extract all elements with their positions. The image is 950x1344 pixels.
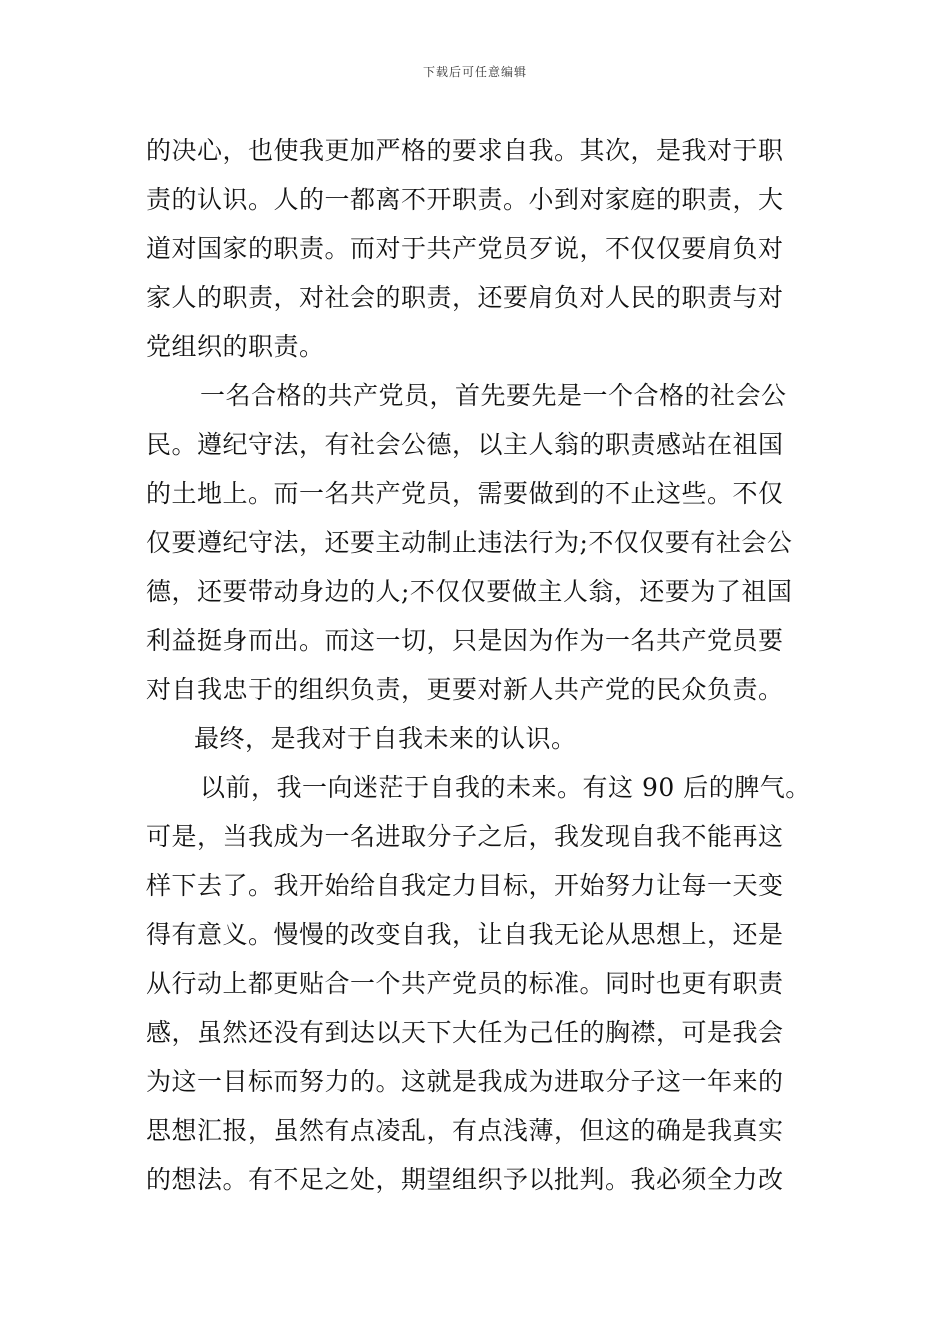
paragraph-start-line: 以前，我一向迷茫于自我的未来。有这 90 后的脾气。 [200, 773, 811, 802]
text-line: 可是，当我成为一名进取分子之后，我发现自我不能再这 [146, 822, 784, 851]
text-line: 为这一目标而努力的。这就是我成为进取分子这一年来的 [146, 1067, 784, 1096]
paragraph-start-line: 一名合格的共产党员，首先要先是一个合格的社会公 [200, 381, 787, 410]
text-line: 家人的职责，对社会的职责，还要肩负对人民的职责与对 [146, 283, 784, 312]
paragraph-start-line: 最终，是我对于自我未来的认识。 [194, 724, 577, 753]
text-line: 利益挺身而出。而这一切，只是因为作为一名共产党员要 [146, 626, 784, 655]
text-line: 道对国家的职责。而对于共产党员歹说，不仅仅要肩负对 [146, 234, 784, 263]
text-line: 的土地上。而一名共产党员，需要做到的不止这些。不仅 [146, 479, 784, 508]
document-body [146, 126, 811, 1204]
page-header-note: 下载后可任意编辑 [422, 65, 527, 79]
text-line: 思想汇报，虽然有点凌乱，有点浅薄，但这的确是我真实 [146, 1116, 784, 1145]
text-line: 责的认识。人的一都离不开职责。小到对家庭的职责，大 [146, 185, 784, 214]
text-line: 的决心，也使我更加严格的要求自我。其次，是我对于职 [146, 136, 784, 165]
text-line: 从行动上都更贴合一个共产党员的标准。同时也更有职责 [146, 969, 784, 998]
text-line: 样下去了。我开始给自我定力目标，开始努力让每一天变 [146, 871, 784, 900]
text-line: 的想法。有不足之处，期望组织予以批判。我必须全力改 [146, 1165, 784, 1194]
text-line: 感，虽然还没有到达以天下大任为己任的胸襟，可是我会 [146, 1018, 784, 1047]
text-line: 民。遵纪守法，有社会公德，以主人翁的职责感站在祖国 [146, 430, 784, 459]
text-line: 得有意义。慢慢的改变自我，让自我无论从思想上，还是 [146, 920, 784, 949]
text-line: 党组织的职责。 [146, 332, 325, 361]
text-line: 仅要遵纪守法，还要主动制止违法行为;不仅仅要有社会公 [146, 528, 793, 557]
text-line: 对自我忠于的组织负责，更要对新人共产党的民众负责。 [146, 675, 784, 704]
text-line: 德，还要带动身边的人;不仅仅要做主人翁，还要为了祖国 [146, 577, 793, 606]
